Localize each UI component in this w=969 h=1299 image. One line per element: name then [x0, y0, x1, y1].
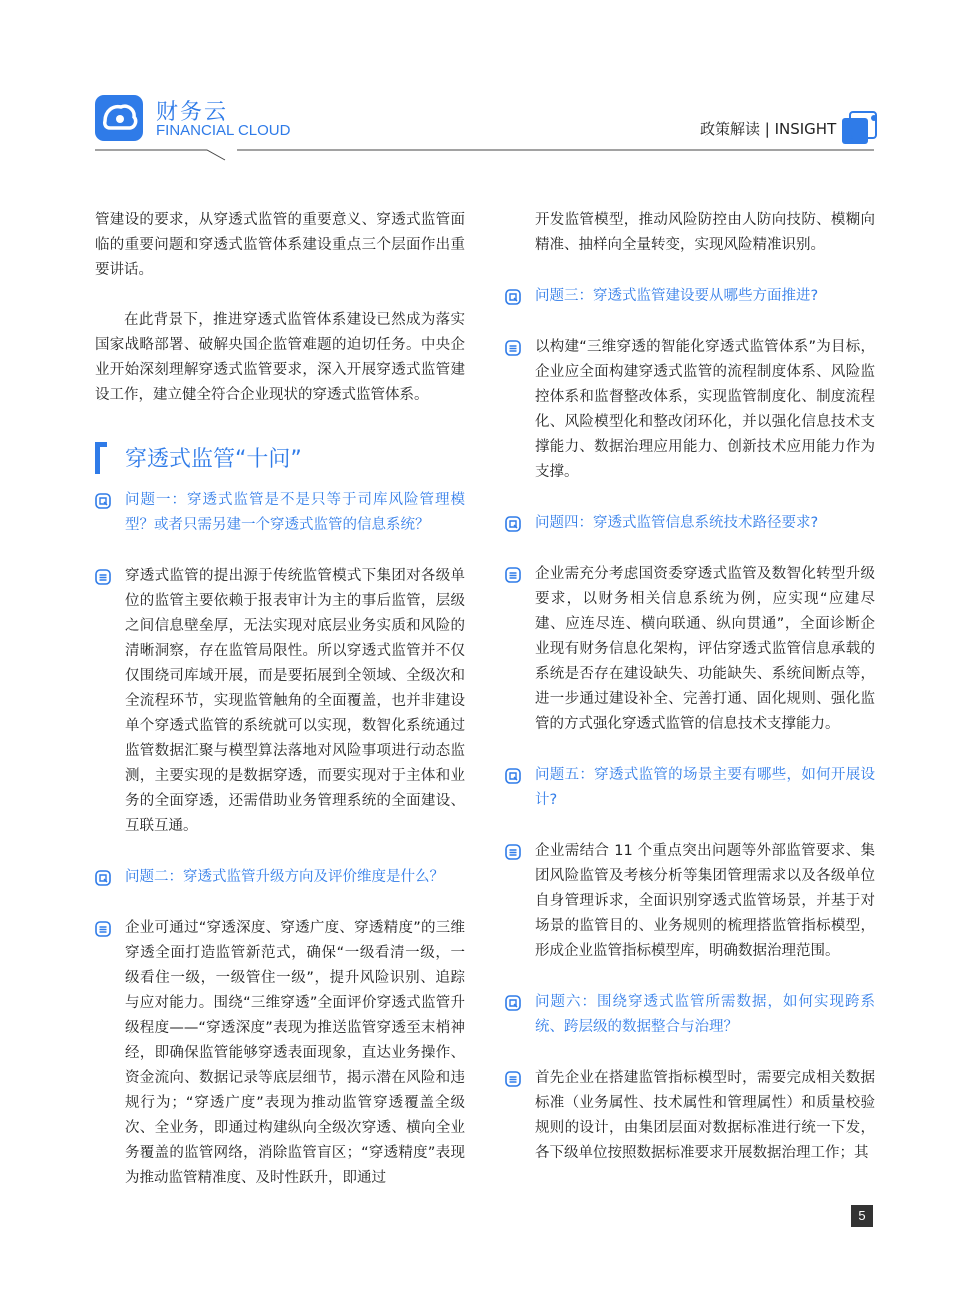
answer-text: 企业可通过“穿透深度、穿透广度、穿透精度”的三维穿透全面打造监管新范式，确保“一级看清一级，一级看住一级，一级管住一级”，提升风险识别、追踪与应对能力。围绕“三维穿透”全面评价穿透式监管升级程度——“穿透深度”表现为推送监管穿透至末梢神经，即确保监管能够穿透表面现象，直达业务操作、资金流向、数据记录等底层细节，揭示潜在风险和违规行为；“穿透广度”表现为推动监管穿透覆盖全级次、全业务，即通过构建纵向全级次穿透、横向全业务覆盖的监管网络，消除监管盲区；“穿透精度”表现为推动监管精准度、及时性跃升，即通过: [125, 920, 465, 1186]
question-text: 问题一：穿透式监管是不是只等于司库风险管理模型？或者只需另建一个穿透式监管的信息系统？: [125, 492, 465, 533]
question-icon: [505, 768, 521, 784]
question-icon: [95, 493, 111, 509]
brand-name-cn: 财务云: [156, 100, 229, 125]
question-1: [95, 488, 465, 538]
answer-6: [505, 1066, 875, 1166]
question-3: [505, 284, 875, 309]
question-2: [95, 865, 465, 890]
question-icon: [95, 870, 111, 886]
answer-4: [505, 562, 875, 737]
answer-5: [505, 839, 875, 964]
question-text: 问题五：穿透式监管的场景主要有哪些，如何开展设计?: [535, 767, 875, 808]
question-text: 问题三：穿透式监管建设要从哪些方面推进?: [535, 288, 819, 304]
answer-text: 企业需充分考虑国资委穿透式监管及数智化转型升级要求，以财务相关信息系统为例，应实现“应建尽建、应连尽连、横向联通、纵向贯通”，全面诊断企业现有财务信息化架构，评估穿透式监管信息承载的系统是否存在建设缺失、功能缺失、系统间断点等，进一步通过建设补全、完善打通、固化规则、强化监管的方式强化穿透式监管的信息技术支撑能力。: [535, 566, 875, 732]
question-5: [505, 763, 875, 813]
answer-text: 首先企业在搭建监管指标模型时，需要完成相关数据标准（业务属性、技术属性和管理属性）和质量校验规则的设计，由集团层面对数据标准进行统一下发，各下级单位按照数据标准要求开展数据治理工作；其: [535, 1070, 875, 1161]
answer-icon: [95, 921, 111, 937]
answer-text: 以构建“三维穿透的智能化穿透式监管体系”为目标，企业应全面构建穿透式监管的流程制度体系、风险监控体系和监督整改体系，实现监管制度化、制度流程化、风险模型化和整改闭环化，并以强化信息技术支撑能力、数据治理应用能力、创新技术应用能力作为支撑。: [535, 339, 875, 480]
left-column: [95, 208, 465, 1191]
intro-paragraph: 管建设的要求，从穿透式监管的重要意义、穿透式监管面临的重要问题和穿透式监管体系建设重点三个层面作出重要讲话。: [95, 212, 465, 278]
answer-icon: [505, 567, 521, 583]
continued-paragraph: 开发监管模型，推动风险防控由人防向技防、模糊向精准、抽样向全量转变，实现风险精准识别。: [535, 212, 875, 253]
question-6: [505, 990, 875, 1040]
section-label: 政策解读 | INSIGHT: [700, 120, 837, 138]
answer-icon: [505, 340, 521, 356]
answer-1: [95, 564, 465, 839]
answer-icon: [505, 844, 521, 860]
brand-name-en: FINANCIAL CLOUD: [156, 122, 291, 139]
question-4: [505, 511, 875, 536]
question-icon: [505, 516, 521, 532]
question-icon: [505, 289, 521, 305]
answer-text: 企业需结合 11 个重点突出问题等外部监管要求、集团风险监管及考核分析等集团管理需求以及各级单位自身管理诉求，全面识别穿透式监管场景，并基于对场景的监管目的、业务规则的梳理搭监管指标模型，形成企业监管指标模型库，明确数据治理范围。: [535, 843, 875, 959]
question-text: 问题四：穿透式监管信息系统技术路径要求?: [535, 515, 819, 531]
background-paragraph: 在此背景下，推进穿透式监管体系建设已然成为落实国家战略部署、破解央国企监管难题的迫切任务。中央企业开始深刻理解穿透式监管要求，深入开展穿透式监管建设工作，建立健全符合企业现状的穿透式监管体系。: [95, 312, 465, 403]
page-number: 5: [851, 1205, 873, 1227]
logo-icon: [95, 95, 143, 141]
right-column: [505, 208, 875, 1166]
section-heading: [95, 440, 465, 476]
answer-text: 穿透式监管的提出源于传统监管模式下集团对各级单位的监管主要依赖于报表审计为主的事后监管，层级之间信息壁垒厚，无法实现对底层业务实质和风险的清晰洞察，存在监管局限性。所以穿透式监管并不仅仅围绕司库域开展，而是要拓展到全领域、全级次和全流程环节，实现监管触角的全面覆盖，也并非建设单个穿透式监管的系统就可以实现，数智化系统通过监管数据汇聚与模型算法落地对风险事项进行动态监测，主要实现的是数据穿透，而要实现对于主体和业务的全面穿透，还需借助业务管理系统的全面建设、互联互通。: [125, 568, 465, 834]
section-title-text: 穿透式监管“十问”: [125, 447, 302, 472]
header-divider: [95, 140, 875, 166]
answer-2: [95, 916, 465, 1191]
question-text: 问题二：穿透式监管升级方向及评价维度是什么？: [125, 869, 444, 885]
question-icon: [505, 995, 521, 1011]
answer-icon: [505, 1071, 521, 1087]
answer-icon: [95, 569, 111, 585]
question-text: 问题六：围绕穿透式监管所需数据，如何实现跨系统、跨层级的数据整合与治理？: [535, 994, 875, 1035]
answer-3: [505, 335, 875, 485]
